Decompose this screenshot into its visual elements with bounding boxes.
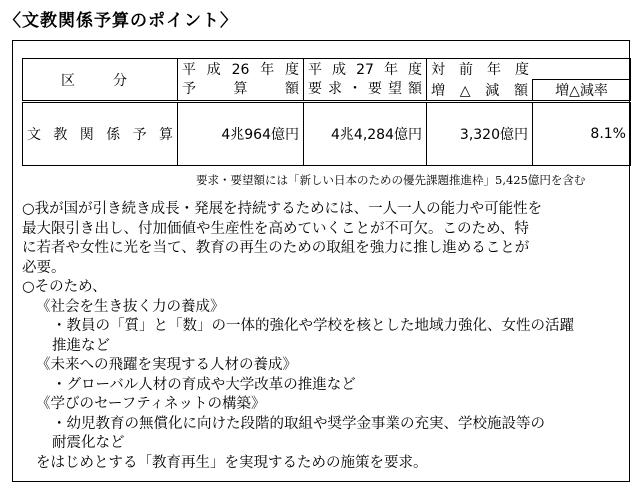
- fy27-value: 4兆4,284億円: [304, 102, 427, 166]
- rate-value: 8.1%: [533, 102, 631, 166]
- section-1-item-line-1: ・教員の「質」と「数」の一体的強化や学校を核とした地域力強化、女性の活躍: [52, 318, 574, 334]
- body-text: [22, 200, 628, 473]
- header-diff-bottom-cell: [427, 80, 533, 102]
- header-fy27-line1: 平成27年度: [308, 61, 422, 78]
- header-fy27-cell: [304, 59, 427, 102]
- header-fy26-line2: 予 算 額: [182, 80, 299, 97]
- header-fy26-line1: 平成26年度: [182, 61, 299, 78]
- table-note: 要求・要望額には「新しい日本のための優先課題推進枠」5,425億円を含む: [196, 173, 586, 187]
- header-rate-cell: [533, 80, 631, 102]
- section-3-title: 《学びのセーフティネットの構築》: [36, 396, 266, 412]
- row-label: 文教関係予算: [27, 127, 173, 143]
- section-1-item-line-2: 推進など: [52, 337, 110, 354]
- section-1-item: [22, 317, 628, 356]
- section-3-item-line-2: 耐震化など: [52, 435, 125, 451]
- paragraph-1-line-3: に若者や女性に光を当て、教育の再生のための取組を強力に推し進めることが: [22, 240, 530, 256]
- section-1-title: 《社会を生き抜く力の養成》: [36, 298, 225, 315]
- header-diff-line1: 対 前 年 度: [431, 62, 529, 78]
- table-header-row: [23, 59, 631, 80]
- header-category: 区 分: [61, 72, 139, 89]
- paragraph-1-line-2: 最大限引き出し、付加価値や生産性を高めていくことが不可欠。このため、特: [22, 220, 529, 237]
- fy26-value: 4兆964億円: [178, 102, 304, 166]
- section-3-item: [22, 415, 628, 454]
- table-row: [23, 102, 631, 166]
- section-3-item-line-1: ・幼児教育の無償化に向けた段階的取組や奨学金事業の充実、学校施設等の: [52, 415, 545, 432]
- page-title: 〈文教関係予算のポイント〉: [4, 11, 238, 31]
- header-category-cell: [23, 59, 178, 102]
- row-label-cell: [23, 102, 178, 166]
- closing-line: をはじめとする「教育再生」を実現するための施策を要求。: [36, 454, 428, 471]
- header-fy27-line2: 要求・要望額: [308, 80, 422, 97]
- section-2-title: 《未来への飛躍を実現する人材の養成》: [36, 357, 297, 373]
- header-fy26-cell: [178, 59, 304, 102]
- paragraph-1-line-4: 必要。: [22, 259, 66, 276]
- diff-value: 3,320億円: [427, 102, 533, 166]
- header-diff-top-cell: [427, 59, 631, 80]
- paragraph-2: ○そのため、: [22, 279, 107, 295]
- paragraph-1-line-1: ○我が国が引き続き成長・発展を持続するためには、一人一人の能力や可能性を: [22, 201, 543, 217]
- header-diff-line2: 増 △ 減 額: [431, 82, 528, 99]
- paragraph-1: [22, 200, 628, 278]
- section-2-item: ・グローバル人材の育成や大学改革の推進など: [52, 376, 356, 393]
- budget-table: [22, 58, 631, 166]
- header-rate: 増△減率: [555, 83, 608, 99]
